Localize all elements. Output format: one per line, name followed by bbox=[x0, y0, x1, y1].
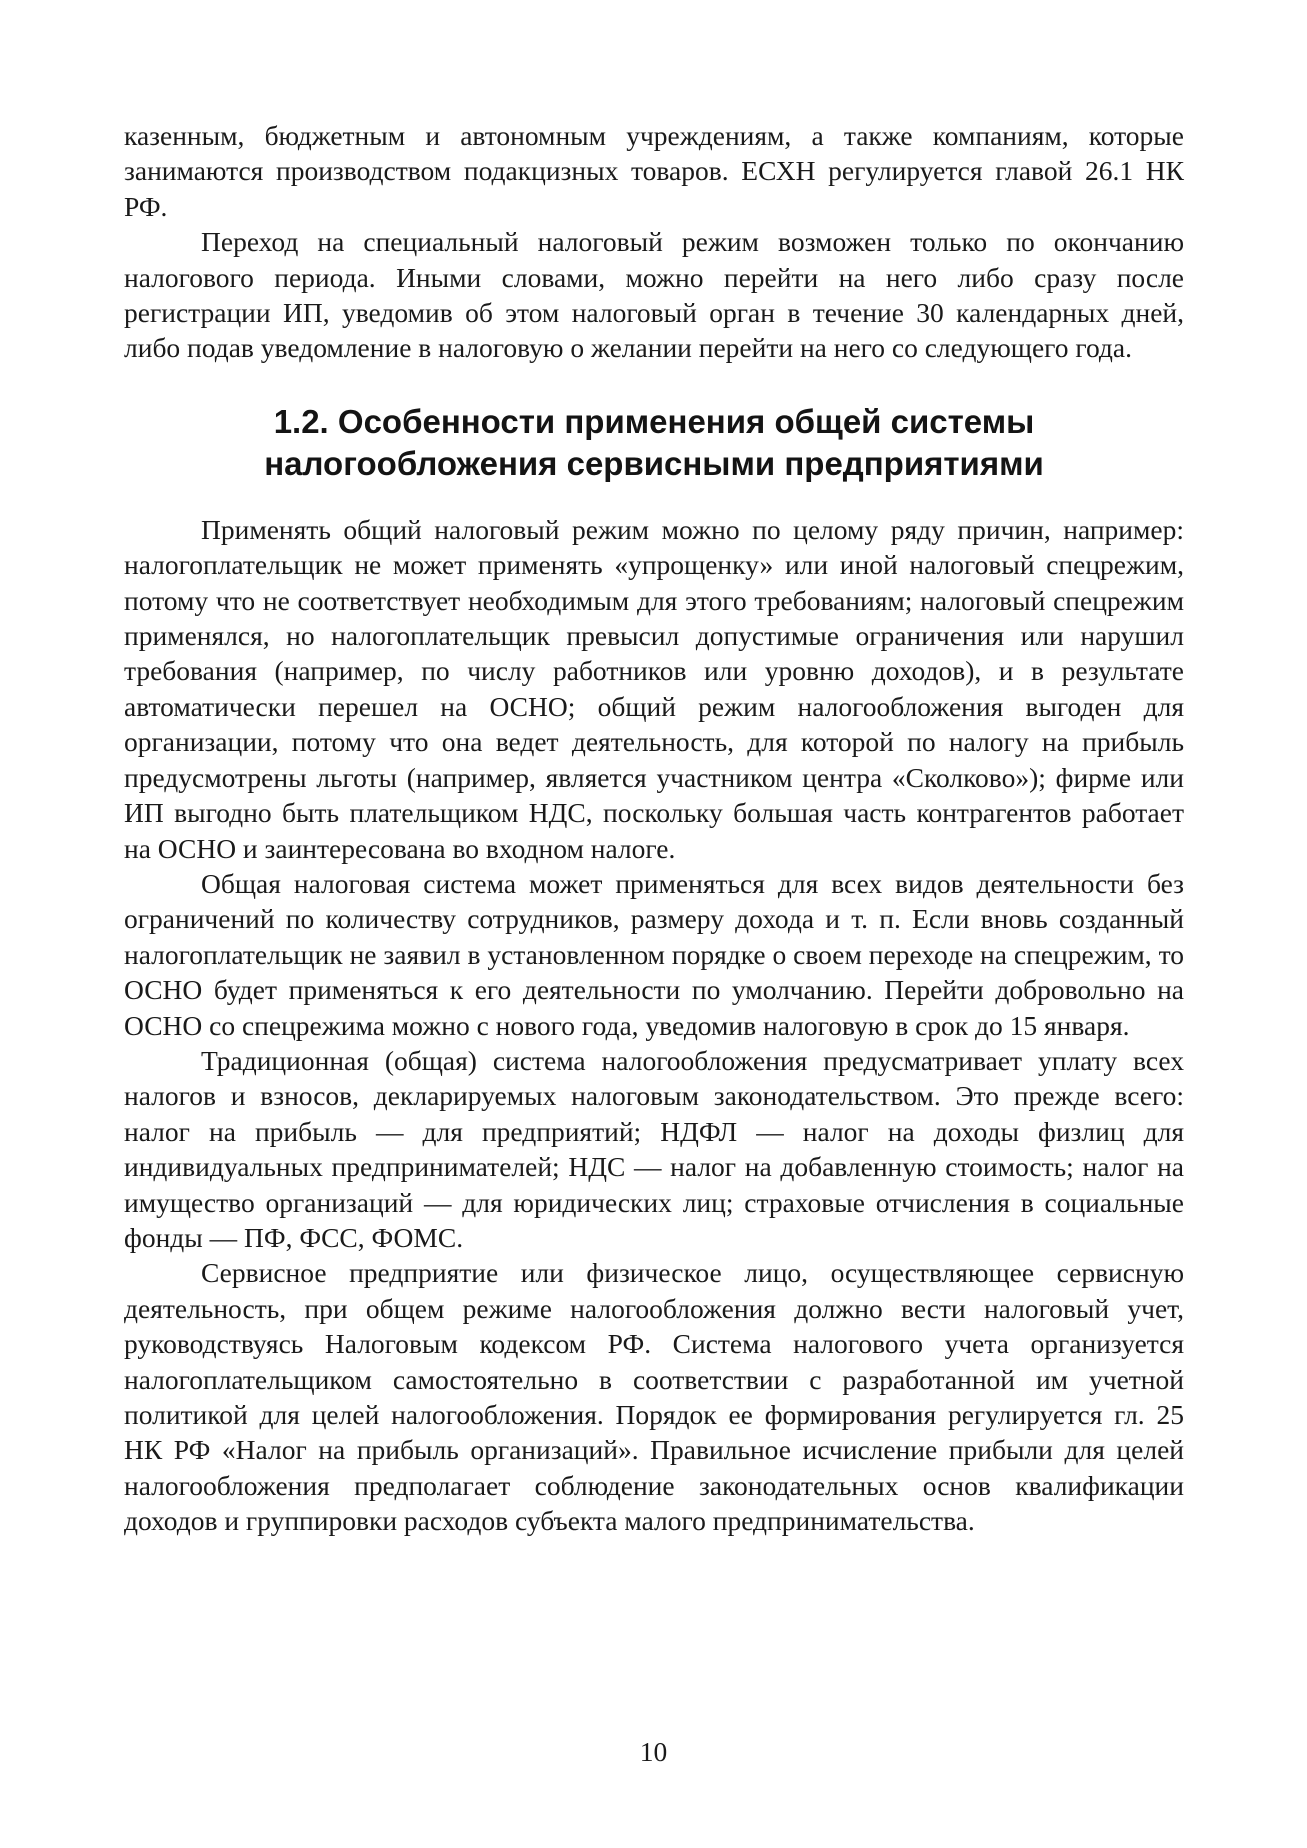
section-heading bbox=[124, 401, 1184, 485]
paragraph-tax-accounting: Сервисное предприятие или физическое лицо, осуществляющее сервисную деятельность, при общем режиме налогообложения должно вести налоговый учет, руководствуясь Налоговым кодексом РФ. Система налогового учета организуется налогоплательщиком самостоятельно в соответствии с разработанной им учетной политикой для целей налогообложения. Порядок ее формирования регулируется гл. 25 НК РФ «Налог на прибыль организаций». Правильное исчисление прибыли для целей налогообложения предполагает соблюдение законодательных основ квалификации доходов и группировки расходов субъекта малого предпринимательства. bbox=[124, 1257, 1184, 1537]
document-page bbox=[124, 118, 1184, 1539]
paragraph-general-system-scope: Общая налоговая система может применяться для всех видов деятельности без ограничений по количеству сотрудников, размеру дохода и т. п. Если вновь созданный налогоплательщик не заявил в установленном порядке о своем переходе на спецрежим, то ОСНО будет применяться к его деятельности по умолчанию. Перейти добровольно на ОСНО со спецрежима можно с нового года, уведомив налоговую в срок до 15 января. bbox=[124, 867, 1184, 1041]
paragraph-traditional-system-taxes: Традиционная (общая) система налогообложения предусматривает уплату всех налогов и взносов, декларируемых налоговым законодательством. Это прежде всего: налог на прибыль — для предприятий; НДФЛ — налог на доходы физлиц для индивидуальных предпринимателей; НДС — налог на добавленную стоимость; налог на имущество организаций — для юридических лиц; страховые отчисления в социальные фонды — ПФ, ФСС, ФОМС. bbox=[124, 1044, 1184, 1253]
paragraph-transition-special-regime: Переход на специальный налоговый режим возможен только по окончанию налогового периода. Иными словами, можно перейти на него либо сразу после регистрации ИП, уведомив об этом налоговый орган в течение 30 календарных дней, либо подав уведомление в налоговую о желании перейти на него со следующего года. bbox=[124, 226, 1184, 364]
paragraph-reasons-general-regime: Применять общий налоговый режим можно по целому ряду причин, например: налогоплательщик не может применять «упрощенку» или иной налоговый спецрежим, потому что не соответствует необходимым для этого требованиям; налоговый спецрежим применялся, но налогоплательщик превысил допустимые ограничения или нарушил требования (например, по числу работников или уровню доходов), и в результате автоматически перешел на ОСНО; общий режим налогообложения выгоден для организации, потому что она ведет деятельность, для которой по налогу на прибыль предусмотрены льготы (например, является участником центра «Сколково»); фирме или ИП выгодно быть плательщиком НДС, поскольку большая часть контрагентов работает на ОСНО и заинтересована во входном налоге. bbox=[124, 513, 1184, 864]
page-number: 10 bbox=[639, 1736, 668, 1767]
section-heading-line-1: 1.2. Особенности применения общей системы bbox=[273, 402, 1035, 440]
paragraph-continuation: казенным, бюджетным и автономным учреждениям, а также компаниям, которые занимаются производством подакцизных товаров. ЕСХН регулируется главой 26.1 НК РФ. bbox=[124, 120, 1184, 222]
section-heading-line-2: налогообложения сервисными предприятиями bbox=[264, 444, 1044, 482]
